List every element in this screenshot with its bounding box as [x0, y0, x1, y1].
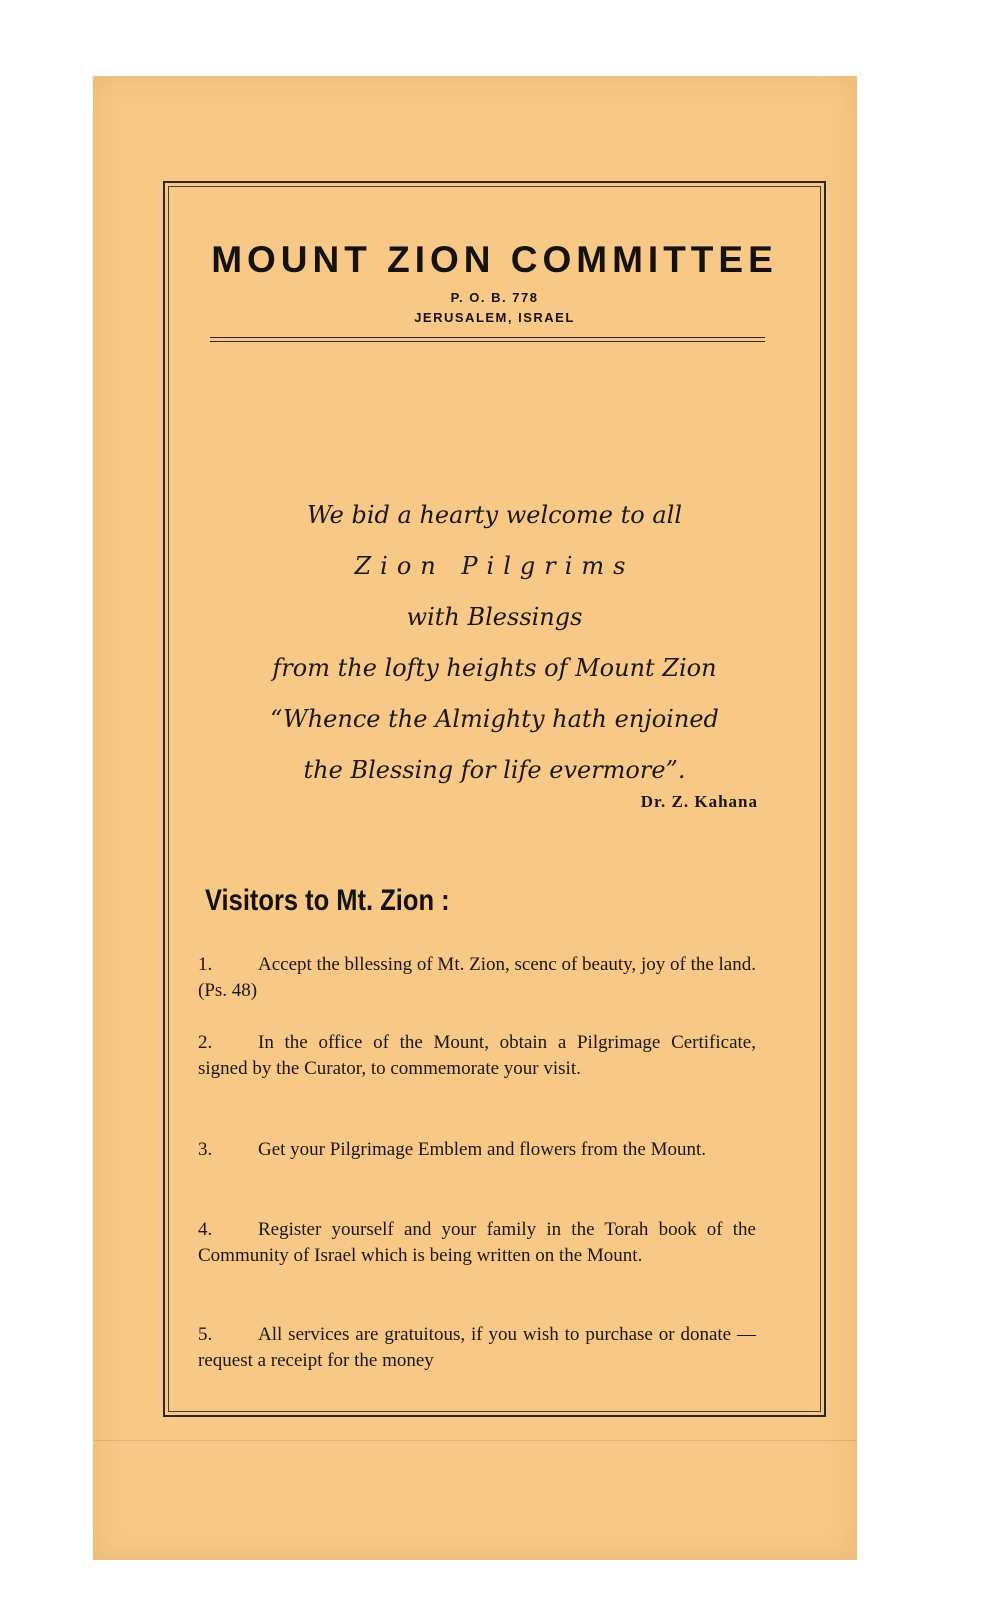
blessing-line: with Blessings: [406, 603, 583, 631]
item-number: 3.: [198, 1139, 213, 1160]
item-number: 1.: [198, 954, 213, 975]
visitor-item: [198, 952, 756, 1004]
blessing-line: Zion Pilgrims: [354, 552, 635, 580]
item-text: All services are gratuitous, if you wish to purchase or donate — request a receipt for the money: [198, 1324, 756, 1371]
visitor-item: [198, 1030, 756, 1082]
blessing-author: Dr. Z. Kahana: [640, 792, 758, 811]
visitor-item: [198, 1217, 756, 1269]
header-rule-thin: [210, 337, 765, 338]
item-text: Accept the bllessing of Mt. Zion, scenc of beauty, joy of the land. (Ps. 48): [198, 954, 756, 1001]
item-text: Register yourself and your family in the Torah book of the Community of Israel which is being written on the Mount.: [198, 1219, 756, 1266]
visitors-heading: Visitors to Mt. Zion :: [205, 884, 450, 917]
visitor-item: [198, 1322, 756, 1374]
item-text: Get your Pilgrimage Emblem and flowers from the Mount.: [258, 1139, 706, 1160]
blessing-line: from the lofty heights of Mount Zion: [272, 654, 717, 682]
blessing-text: [168, 490, 821, 796]
item-number: 4.: [198, 1219, 213, 1240]
blessing-line: the Blessing for life evermore”.: [303, 756, 686, 784]
letterhead: [168, 238, 821, 328]
item-text: In the office of the Mount, obtain a Pilgrimage Certificate, signed by the Curator, to commemorate your visit.: [198, 1032, 756, 1079]
header-rule-thick: [210, 341, 765, 342]
item-number: 2.: [198, 1032, 213, 1053]
paper-fold-line: [93, 1440, 857, 1441]
city-address: JERUSALEM, ISRAEL: [414, 310, 575, 325]
po-box: P. O. B. 778: [450, 290, 539, 305]
blessing-line: “Whence the Almighty hath enjoined: [270, 705, 719, 733]
blessing-line: We bid a hearty welcome to all: [306, 501, 683, 529]
visitor-item: [198, 1137, 756, 1163]
committee-title: MOUNT ZION COMMITTEE: [211, 239, 778, 280]
item-number: 5.: [198, 1324, 213, 1345]
